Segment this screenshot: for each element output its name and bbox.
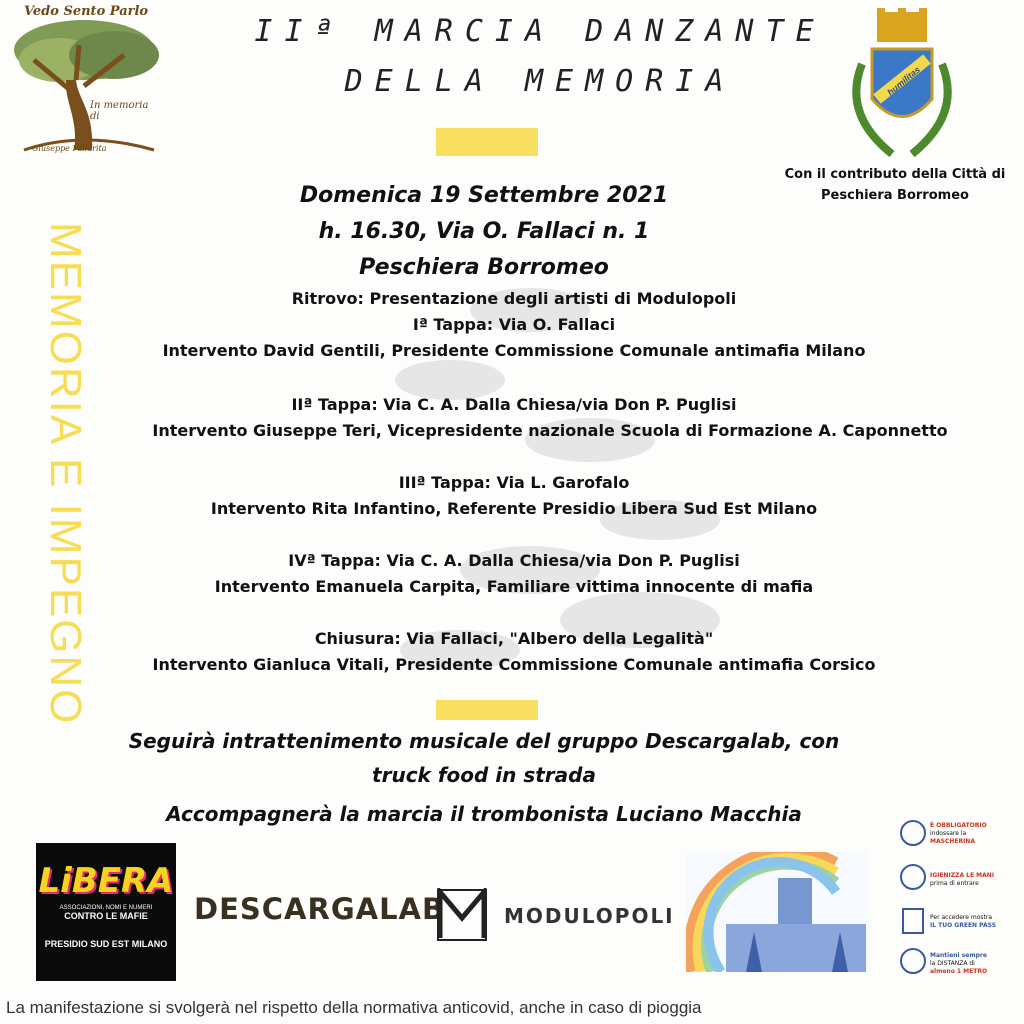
descargalab-logo: DESCARGALAB	[194, 892, 446, 926]
title-line-2: DELLA MEMORIA	[344, 64, 736, 99]
covid-rule-1b: indossare la	[930, 830, 967, 837]
program-intervento-1: Intervento David Gentili, Presidente Commissione Comunale antimafia Milano	[162, 341, 866, 360]
mask-icon	[900, 820, 926, 846]
trombone-text: Accompagnerà la marcia il trombonista Luciano Macchia	[166, 802, 802, 826]
libera-sub-1: ASSOCIAZIONI, NOMI E NUMERI	[59, 905, 153, 911]
footer-note: La manifestazione si svolgerà nel rispetto della normativa anticovid, anche in caso di pioggia	[6, 998, 702, 1017]
libera-logo	[36, 843, 176, 981]
music-line-2: truck food in strada	[372, 763, 596, 787]
program-tappa-4: IVª Tappa: Via C. A. Dalla Chiesa/via Don P. Puglisi	[288, 551, 740, 570]
modulopoli-m-icon	[436, 888, 488, 942]
libera-sub-2: CONTRO LE MAFIE	[64, 911, 148, 921]
covid-rule-4b: la DISTANZA di	[930, 960, 975, 967]
covid-rule-1a: È OBBLIGATORIO	[930, 822, 987, 829]
event-time: h. 16.30, Via O. Fallaci n. 1	[318, 219, 650, 244]
rainbow-castle-illustration	[686, 852, 868, 972]
covid-rule-greenpass	[896, 906, 1000, 946]
music-line-1: Seguirà intrattenimento musicale del gruppo Descargalab, con	[128, 729, 840, 753]
modulopoli-text: MODULOPOLI	[504, 904, 675, 928]
covid-rule-distance	[896, 946, 1000, 990]
yellow-divider-top	[436, 128, 538, 156]
event-place: Peschiera Borromeo	[359, 255, 609, 280]
covid-rule-hands	[896, 862, 1000, 906]
program-tappa-2: IIª Tappa: Via C. A. Dalla Chiesa/via Don P. Puglisi	[291, 395, 737, 414]
program-intervento-5: Intervento Gianluca Vitali, Presidente Commissione Comunale antimafia Corsico	[152, 655, 876, 674]
qr-code-icon	[902, 908, 924, 934]
covid-rule-2b: prima di entrare	[930, 880, 979, 887]
program-ritrovo: Ritrovo: Presentazione degli artisti di Modulopoli	[291, 289, 737, 308]
side-text: MEMORIA E IMPEGNO	[41, 222, 90, 726]
distance-icon	[900, 948, 926, 974]
program-tappa-3: IIIª Tappa: Via L. Garofalo	[398, 473, 630, 492]
contrib-line-2: Peschiera Borromeo	[821, 188, 969, 203]
covid-rule-4c: almeno 1 METRO	[930, 968, 988, 975]
libera-name: LiBERA	[38, 861, 174, 901]
contrib-line-1: Con il contributo della Città di	[784, 167, 1006, 182]
tree-icon	[4, 0, 174, 160]
hands-icon	[900, 864, 926, 890]
covid-rules	[896, 818, 1000, 990]
yellow-divider-bottom	[436, 700, 538, 720]
logo-memoria-text: In memoria di	[90, 100, 149, 122]
city-crest	[822, 4, 982, 164]
covid-rule-2a: IGIENIZZA LE MANI	[930, 872, 995, 879]
libera-sub-3: PRESIDIO SUD EST MILANO	[44, 939, 168, 949]
event-date: Domenica 19 Settembre 2021	[299, 183, 669, 208]
covid-rule-1c: MASCHERINA	[930, 838, 975, 845]
covid-rule-3a: Per accedere mostra	[930, 914, 993, 921]
title-line-1: IIª MARCIA DANZANTE	[254, 14, 826, 49]
logo-top-text: Vedo Sento Parlo	[24, 4, 149, 19]
program-intervento-4: Intervento Emanuela Carpita, Familiare vittima innocente di mafia	[214, 577, 814, 596]
covid-rule-3b: IL TUO GREEN PASS	[930, 922, 997, 929]
crest-motto: humilitas	[885, 64, 923, 98]
program-intervento-2: Intervento Giuseppe Teri, Vicepresidente nazionale Scuola di Formazione A. Caponnetto	[152, 421, 948, 440]
covid-rule-4a: Mantieni sempre	[930, 952, 987, 959]
vedo-sento-parlo-logo	[4, 0, 174, 162]
modulopoli-logo	[436, 888, 680, 944]
program-chiusura: Chiusura: Via Fallaci, "Albero della Legalità"	[314, 629, 714, 648]
program-intervento-3: Intervento Rita Infantino, Referente Presidio Libera Sud Est Milano	[210, 499, 818, 518]
logo-names: Giuseppe Fallarita	[32, 144, 107, 153]
program-tappa-1: Iª Tappa: Via O. Fallaci	[412, 315, 616, 334]
covid-rule-mask	[896, 818, 1000, 862]
